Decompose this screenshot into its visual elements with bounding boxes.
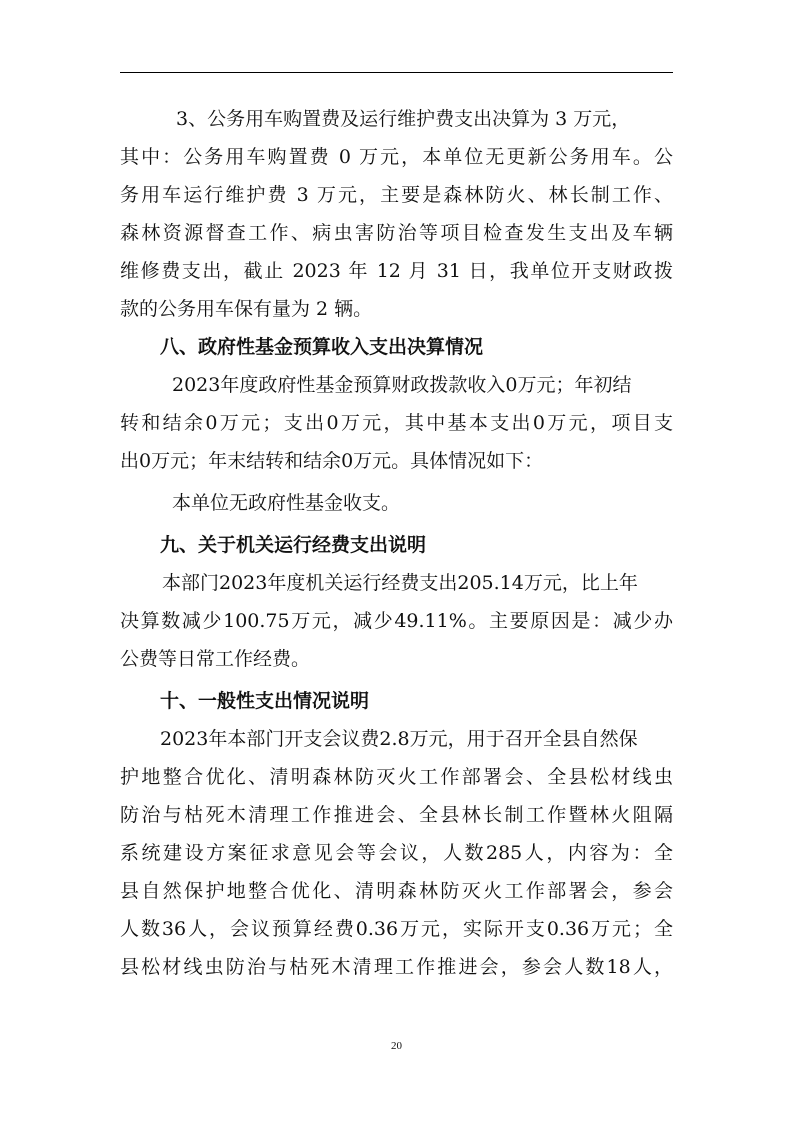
text-line: 其中：公务用车购置费 0 万元，本单位无更新公务用车。公 (120, 146, 673, 168)
text-line: 公费等日常工作经费。 (120, 648, 311, 670)
section-heading-8: 八、政府性基金预算收入支出决算情况 (160, 336, 484, 358)
paragraph-general-expenses (120, 720, 673, 986)
section-heading-9: 九、关于机关运行经费支出说明 (160, 534, 427, 556)
document-body (120, 100, 673, 986)
header-rule (120, 72, 673, 73)
paragraph-government-fund (120, 366, 673, 480)
text-line: 决算数减少100.75万元，减少49.11%。主要原因是：减少办 (120, 610, 673, 632)
text-line: 系统建设方案征求意见会等会议，人数285人，内容为：全 (120, 842, 673, 864)
text-line: 转和结余0万元；支出0万元，其中基本支出0万元，项目支 (120, 412, 673, 434)
text-line: 护地整合优化、清明森林防灭火工作部署会、全县松材线虫 (120, 766, 673, 788)
text-line: 防治与枯死木清理工作推进会、全县林长制工作暨林火阻隔 (120, 804, 673, 826)
text-line: 2023年度政府性基金预算财政拨款收入0万元；年初结 (172, 374, 632, 396)
paragraph-no-fund (120, 484, 673, 522)
text-line: 本部门2023年度机关运行经费支出205.14万元，比上年 (162, 572, 638, 594)
paragraph-vehicle-expenses (120, 100, 673, 328)
text-line: 县自然保护地整合优化、清明森林防灭火工作部署会，参会 (120, 880, 673, 902)
text-line: 森林资源督查工作、病虫害防治等项目检查发生支出及车辆 (120, 222, 673, 244)
text-line: 人数36人，会议预算经费0.36万元，实际开支0.36万元；全 (120, 918, 673, 940)
paragraph-operating-expenses (120, 564, 673, 678)
text-line: 款的公务用车保有量为 2 辆。 (120, 298, 373, 320)
text-line: 务用车运行维护费 3 万元，主要是森林防火、林长制工作、 (120, 184, 673, 206)
text-line: 2023年本部门开支会议费2.8万元，用于召开全县自然保 (160, 728, 638, 750)
text-line: 县松材线虫防治与枯死木清理工作推进会，参会人数18人， (120, 956, 673, 978)
text-line: 3、公务用车购置费及运行维护费支出决算为 3 万元， (176, 108, 631, 130)
text-line: 出0万元；年末结转和结余0万元。具体情况如下： (120, 450, 544, 472)
text-line: 本单位无政府性基金收支。 (172, 492, 401, 514)
section-heading-10: 十、一般性支出情况说明 (160, 690, 370, 712)
text-line: 维修费支出，截止 2023 年 12 月 31 日，我单位开支财政拨 (120, 260, 673, 282)
page-number: 20 (391, 1040, 402, 1052)
